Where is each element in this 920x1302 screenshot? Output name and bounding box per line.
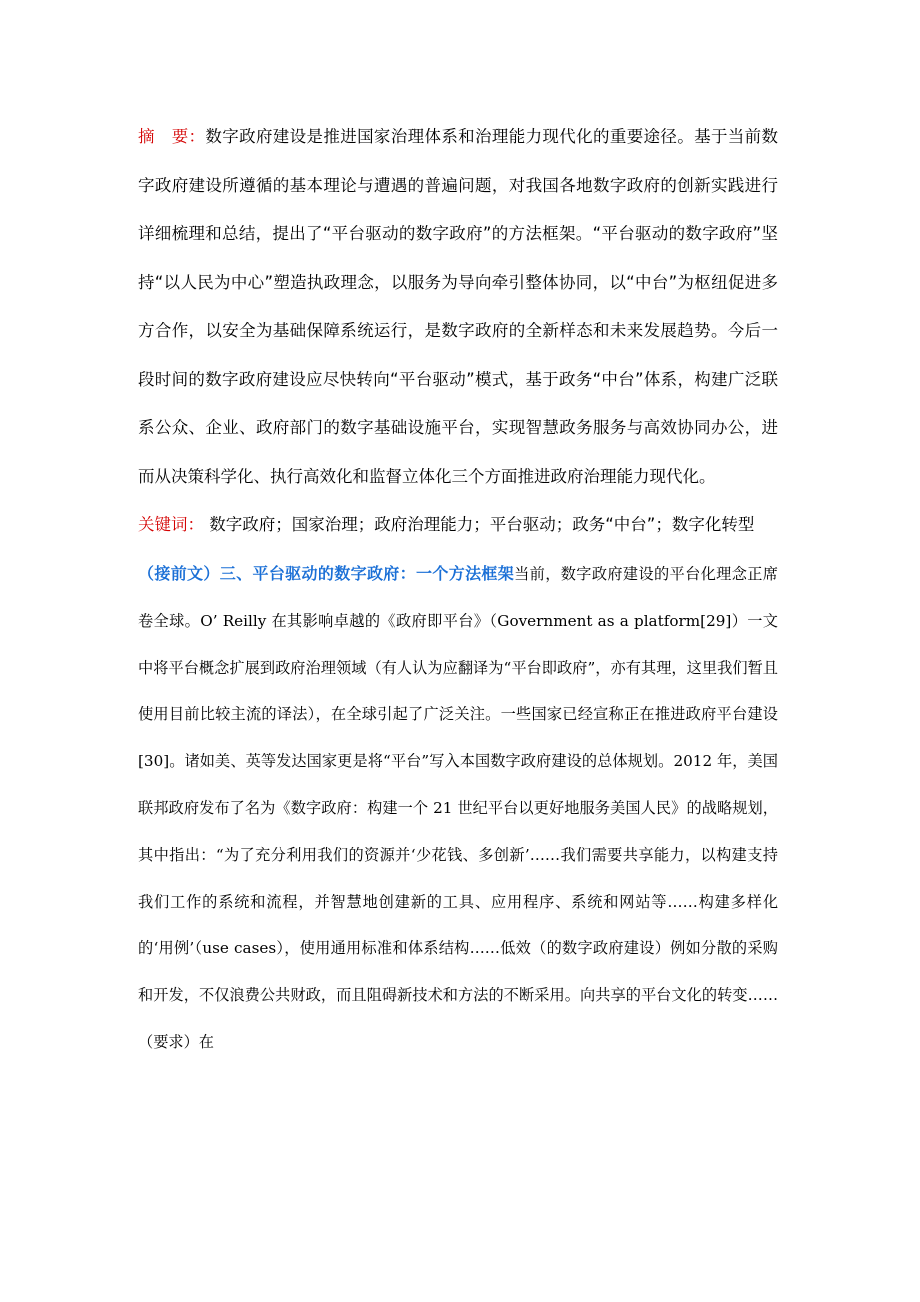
section-heading: （接前文）三、平台驱动的数字政府：一个方法框架 (138, 564, 515, 583)
document-page (138, 113, 778, 1066)
abstract-label: 摘 要： (138, 127, 206, 146)
keywords-label: 关键词： (138, 515, 204, 534)
abstract-text: 数字政府建设是推进国家治理体系和治理能力现代化的重要途径。基于当前数字政府建设所遵循的基本理论与遭遇的普遍问题，对我国各地数字政府的创新实践进行详细梳理和总结，提出了“平台驱动的数字政府”的方法框架。“平台驱动的数字政府”坚持“以人民为中心”塑造执政理念，以服务为导向牵引整体协同，以“中台”为枢纽促进多方合作，以安全为基础保障系统运行，是数字政府的全新样态和未来发展趋势。今后一段时间的数字政府建设应尽快转向“平台驱动”模式，基于政务“中台”体系，构建广泛联系公众、企业、政府部门的数字基础设施平台，实现智慧政务服务与高效协同办公，进而从决策科学化、执行高效化和监督立体化三个方面推进政府治理能力现代化。 (138, 127, 779, 486)
abstract-paragraph (138, 113, 778, 501)
keywords-paragraph (138, 503, 778, 547)
section-text: 当前，数字政府建设的平台化理念正席卷全球。O’ Reilly 在其影响卓越的《政府即平台》（Government as a platform[29]）一文中将平台概念扩展到政府治理领域（有人认为应翻译为“平台即政府”，亦有其理，这里我们暂且使用目前比较主流的译法），在全球引起了广泛关注。一些国家已经宣称正在推进政府平台建设[30]。诸如美、英等发达国家更是将“平台”写入本国数字政府建设的总体规划。2012 年，美国联邦政府发布了名为《数字政府：构建一个 21 世纪平台以更好地服务美国人民》的战略规划，其中指出：“为了充分利用我们的资源并‘少花钱、多创新’……我们需要共享能力，以构建支持我们工作的系统和流程，并智慧地创建新的工具、应用程序、系统和网站等……构建多样化的‘用例’（use cases），使用通用标准和体系结构……低效（的数字政府建设）例如分散的采购和开发，不仅浪费公共财政，而且阻碍新技术和方法的不断采用。向共享的平台文化的转变……（要求）在 (138, 565, 778, 1051)
section-paragraph (138, 551, 778, 1066)
keywords-text: 数字政府；国家治理；政府治理能力；平台驱动；政务“中台”；数字化转型 (204, 515, 755, 534)
